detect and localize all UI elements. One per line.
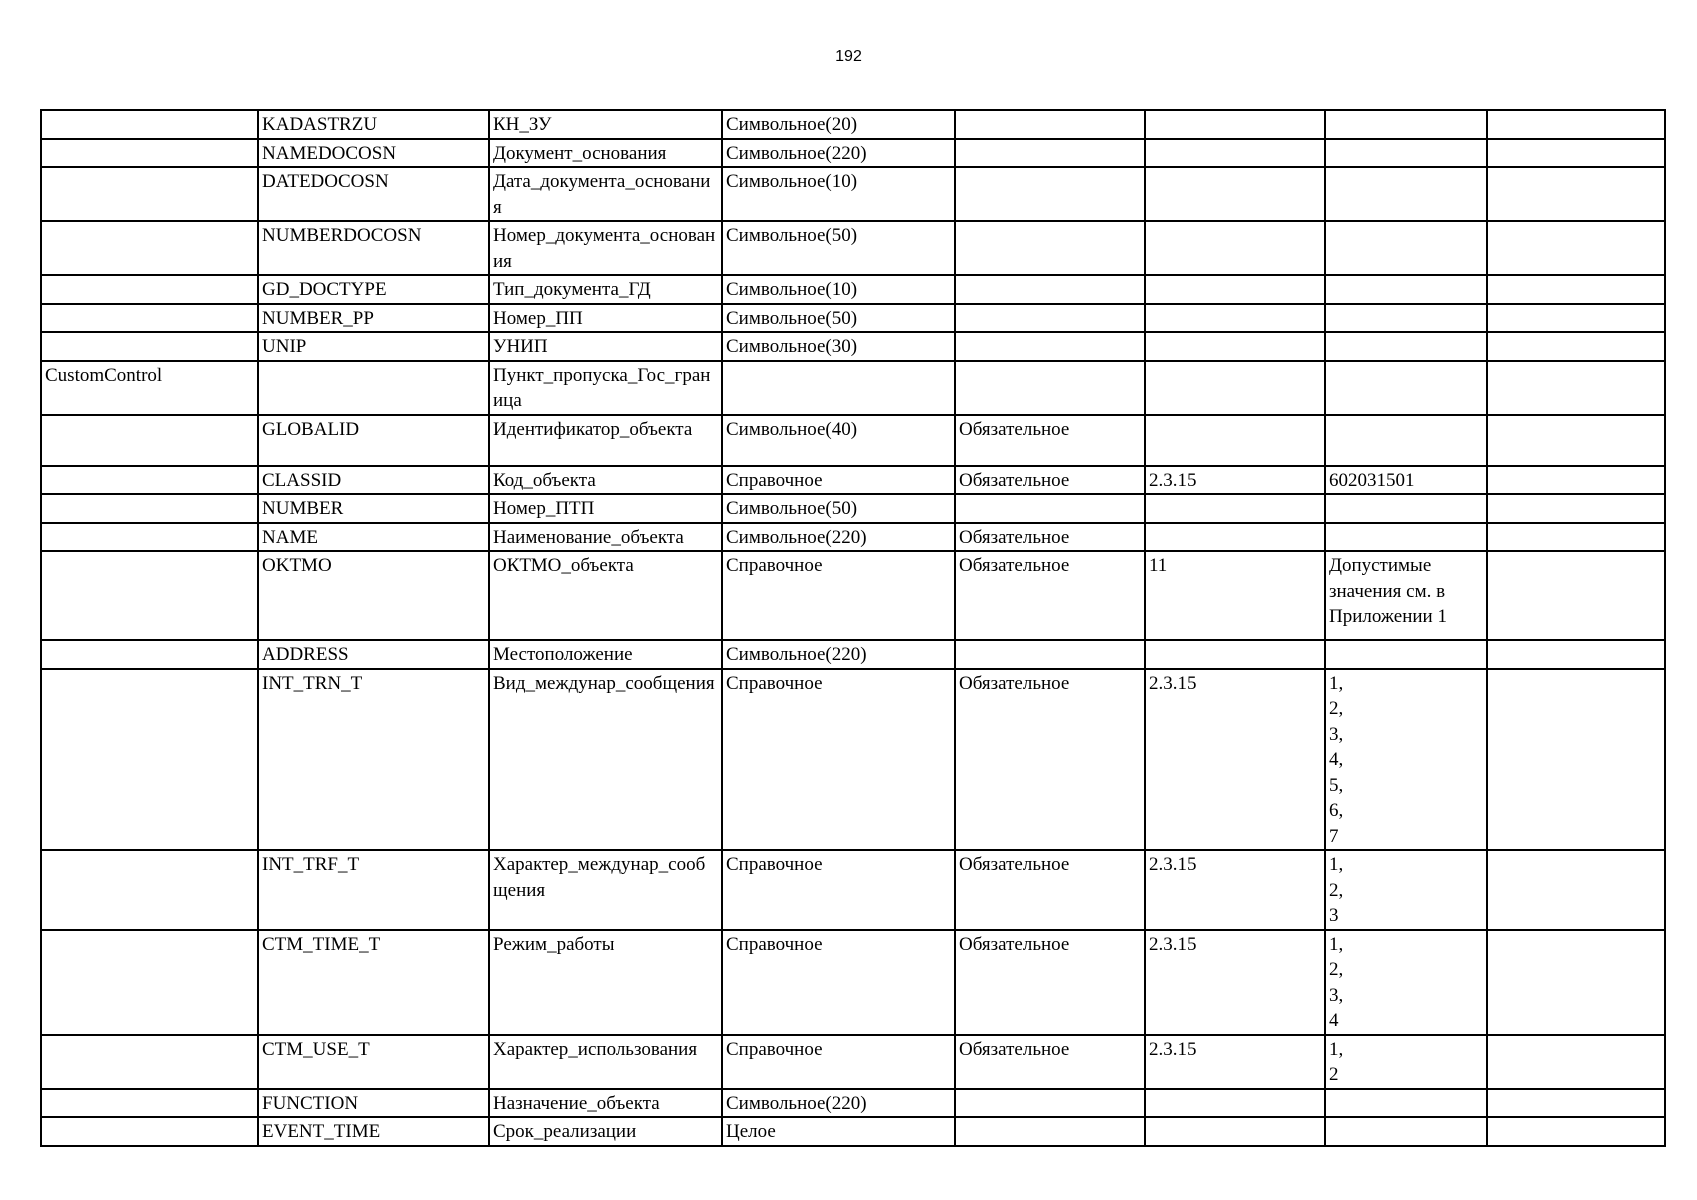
data-type-cell: Справочное [722,551,955,640]
table-row [41,523,1665,552]
extra-cell [1487,466,1665,495]
required-cell [955,1089,1145,1118]
reference-cell [1145,304,1325,333]
values-cell [1325,1089,1487,1118]
values-cell [1325,304,1487,333]
values-cell [1325,523,1487,552]
data-type-cell: Символьное(10) [722,275,955,304]
object-class-cell [41,275,258,304]
reference-cell: 11 [1145,551,1325,640]
values-cell [1325,275,1487,304]
field-name-cell: ОКТМО_объекта [489,551,722,640]
required-cell [955,167,1145,221]
object-class-cell [41,466,258,495]
field-name-cell: Характер_междунар_сообщения [489,850,722,930]
reference-cell [1145,1117,1325,1146]
field-code-cell [258,361,489,415]
data-type-cell: Символьное(20) [722,110,955,139]
field-code-cell: NUMBER [258,494,489,523]
required-cell: Обязательное [955,551,1145,640]
field-code-cell: ADDRESS [258,640,489,669]
extra-cell [1487,361,1665,415]
reference-cell [1145,221,1325,275]
reference-cell: 2.3.15 [1145,466,1325,495]
reference-cell: 2.3.15 [1145,930,1325,1035]
reference-cell [1145,494,1325,523]
table-row [41,640,1665,669]
reference-cell: 2.3.15 [1145,669,1325,851]
field-name-cell: Код_объекта [489,466,722,495]
object-class-cell [41,304,258,333]
object-class-cell [41,110,258,139]
table-row [41,361,1665,415]
data-type-cell: Символьное(50) [722,304,955,333]
object-class-cell [41,1035,258,1089]
object-class-cell [41,523,258,552]
object-class-cell [41,551,258,640]
data-type-cell [722,361,955,415]
required-cell: Обязательное [955,930,1145,1035]
object-class-cell: CustomControl [41,361,258,415]
object-class-cell [41,1117,258,1146]
data-type-cell: Символьное(40) [722,415,955,466]
field-code-cell: CLASSID [258,466,489,495]
values-cell: 1, 2, 3 [1325,850,1487,930]
extra-cell [1487,551,1665,640]
table-row [41,850,1665,930]
required-cell: Обязательное [955,523,1145,552]
field-code-cell: FUNCTION [258,1089,489,1118]
table-row [41,494,1665,523]
field-name-cell: Назначение_объекта [489,1089,722,1118]
table-row [41,332,1665,361]
object-class-cell [41,669,258,851]
field-name-cell: Номер_ПП [489,304,722,333]
table-row [41,669,1665,851]
field-name-cell: Номер_документа_основания [489,221,722,275]
field-code-cell: NAME [258,523,489,552]
field-name-cell: Вид_междунар_сообщения [489,669,722,851]
field-code-cell: GD_DOCTYPE [258,275,489,304]
field-code-cell: NUMBERDOCOSN [258,221,489,275]
values-cell [1325,1117,1487,1146]
object-class-cell [41,415,258,466]
values-cell [1325,494,1487,523]
extra-cell [1487,332,1665,361]
table-row [41,167,1665,221]
table-row [41,930,1665,1035]
data-type-cell: Целое [722,1117,955,1146]
object-class-cell [41,1089,258,1118]
field-code-cell: EVENT_TIME [258,1117,489,1146]
required-cell: Обязательное [955,669,1145,851]
reference-cell [1145,332,1325,361]
required-cell [955,640,1145,669]
data-type-cell: Символьное(220) [722,523,955,552]
table-row [41,551,1665,640]
reference-cell [1145,361,1325,415]
field-name-cell: Характер_использования [489,1035,722,1089]
extra-cell [1487,669,1665,851]
field-name-cell: Срок_реализации [489,1117,722,1146]
data-type-cell: Символьное(220) [722,139,955,168]
field-code-cell: CTM_USE_T [258,1035,489,1089]
extra-cell [1487,930,1665,1035]
required-cell [955,110,1145,139]
field-name-cell: Идентификатор_объекта [489,415,722,466]
table-row [41,415,1665,466]
data-type-cell: Справочное [722,850,955,930]
extra-cell [1487,304,1665,333]
reference-cell [1145,139,1325,168]
reference-cell [1145,275,1325,304]
attribute-table [40,109,1666,1147]
extra-cell [1487,110,1665,139]
field-code-cell: CTM_TIME_T [258,930,489,1035]
extra-cell [1487,523,1665,552]
values-cell: 1, 2, 3, 4 [1325,930,1487,1035]
reference-cell [1145,167,1325,221]
table-row [41,1117,1665,1146]
field-code-cell: OKTMO [258,551,489,640]
data-type-cell: Справочное [722,930,955,1035]
required-cell [955,139,1145,168]
field-code-cell: UNIP [258,332,489,361]
reference-cell [1145,1089,1325,1118]
field-name-cell: Местоположение [489,640,722,669]
required-cell [955,304,1145,333]
values-cell [1325,139,1487,168]
field-code-cell: NAMEDOCOSN [258,139,489,168]
values-cell: 1, 2, 3, 4, 5, 6, 7 [1325,669,1487,851]
field-name-cell: Наименование_объекта [489,523,722,552]
field-name-cell: Номер_ПТП [489,494,722,523]
required-cell [955,275,1145,304]
required-cell [955,1117,1145,1146]
data-type-cell: Символьное(50) [722,221,955,275]
field-name-cell: Пункт_пропуска_Гос_граница [489,361,722,415]
data-type-cell: Символьное(10) [722,167,955,221]
extra-cell [1487,850,1665,930]
table-row [41,139,1665,168]
extra-cell [1487,1035,1665,1089]
extra-cell [1487,139,1665,168]
field-name-cell: УНИП [489,332,722,361]
reference-cell [1145,415,1325,466]
field-code-cell: DATEDOCOSN [258,167,489,221]
table-row [41,1035,1665,1089]
extra-cell [1487,275,1665,304]
table-body [41,110,1665,1146]
page-number: 192 [835,48,862,65]
data-type-cell: Символьное(220) [722,1089,955,1118]
data-type-cell: Символьное(220) [722,640,955,669]
field-name-cell: Тип_документа_ГД [489,275,722,304]
values-cell: Допустимые значения см. в Приложении 1 [1325,551,1487,640]
required-cell [955,221,1145,275]
data-type-cell: Справочное [722,669,955,851]
required-cell: Обязательное [955,415,1145,466]
required-cell: Обязательное [955,466,1145,495]
extra-cell [1487,640,1665,669]
extra-cell [1487,167,1665,221]
values-cell: 1, 2 [1325,1035,1487,1089]
field-code-cell: INT_TRF_T [258,850,489,930]
data-type-cell: Символьное(50) [722,494,955,523]
table-row [41,304,1665,333]
object-class-cell [41,640,258,669]
field-name-cell: КН_ЗУ [489,110,722,139]
required-cell: Обязательное [955,850,1145,930]
reference-cell [1145,640,1325,669]
required-cell [955,361,1145,415]
extra-cell [1487,1117,1665,1146]
extra-cell [1487,221,1665,275]
values-cell [1325,221,1487,275]
table-row [41,275,1665,304]
field-name-cell: Документ_основания [489,139,722,168]
values-cell [1325,361,1487,415]
table-row [41,1089,1665,1118]
extra-cell [1487,415,1665,466]
reference-cell: 2.3.15 [1145,850,1325,930]
object-class-cell [41,167,258,221]
field-name-cell: Дата_документа_основания [489,167,722,221]
table-row [41,221,1665,275]
object-class-cell [41,930,258,1035]
values-cell [1325,167,1487,221]
object-class-cell [41,221,258,275]
table-row [41,110,1665,139]
data-type-cell: Символьное(30) [722,332,955,361]
data-type-cell: Справочное [722,1035,955,1089]
reference-cell [1145,523,1325,552]
values-cell [1325,110,1487,139]
required-cell [955,494,1145,523]
extra-cell [1487,494,1665,523]
field-name-cell: Режим_работы [489,930,722,1035]
field-code-cell: INT_TRN_T [258,669,489,851]
required-cell [955,332,1145,361]
extra-cell [1487,1089,1665,1118]
values-cell: 602031501 [1325,466,1487,495]
values-cell [1325,640,1487,669]
reference-cell [1145,110,1325,139]
object-class-cell [41,332,258,361]
object-class-cell [41,494,258,523]
table-row [41,466,1665,495]
object-class-cell [41,139,258,168]
data-type-cell: Справочное [722,466,955,495]
required-cell: Обязательное [955,1035,1145,1089]
field-code-cell: NUMBER_PP [258,304,489,333]
field-code-cell: GLOBALID [258,415,489,466]
values-cell [1325,332,1487,361]
reference-cell: 2.3.15 [1145,1035,1325,1089]
values-cell [1325,415,1487,466]
object-class-cell [41,850,258,930]
field-code-cell: KADASTRZU [258,110,489,139]
